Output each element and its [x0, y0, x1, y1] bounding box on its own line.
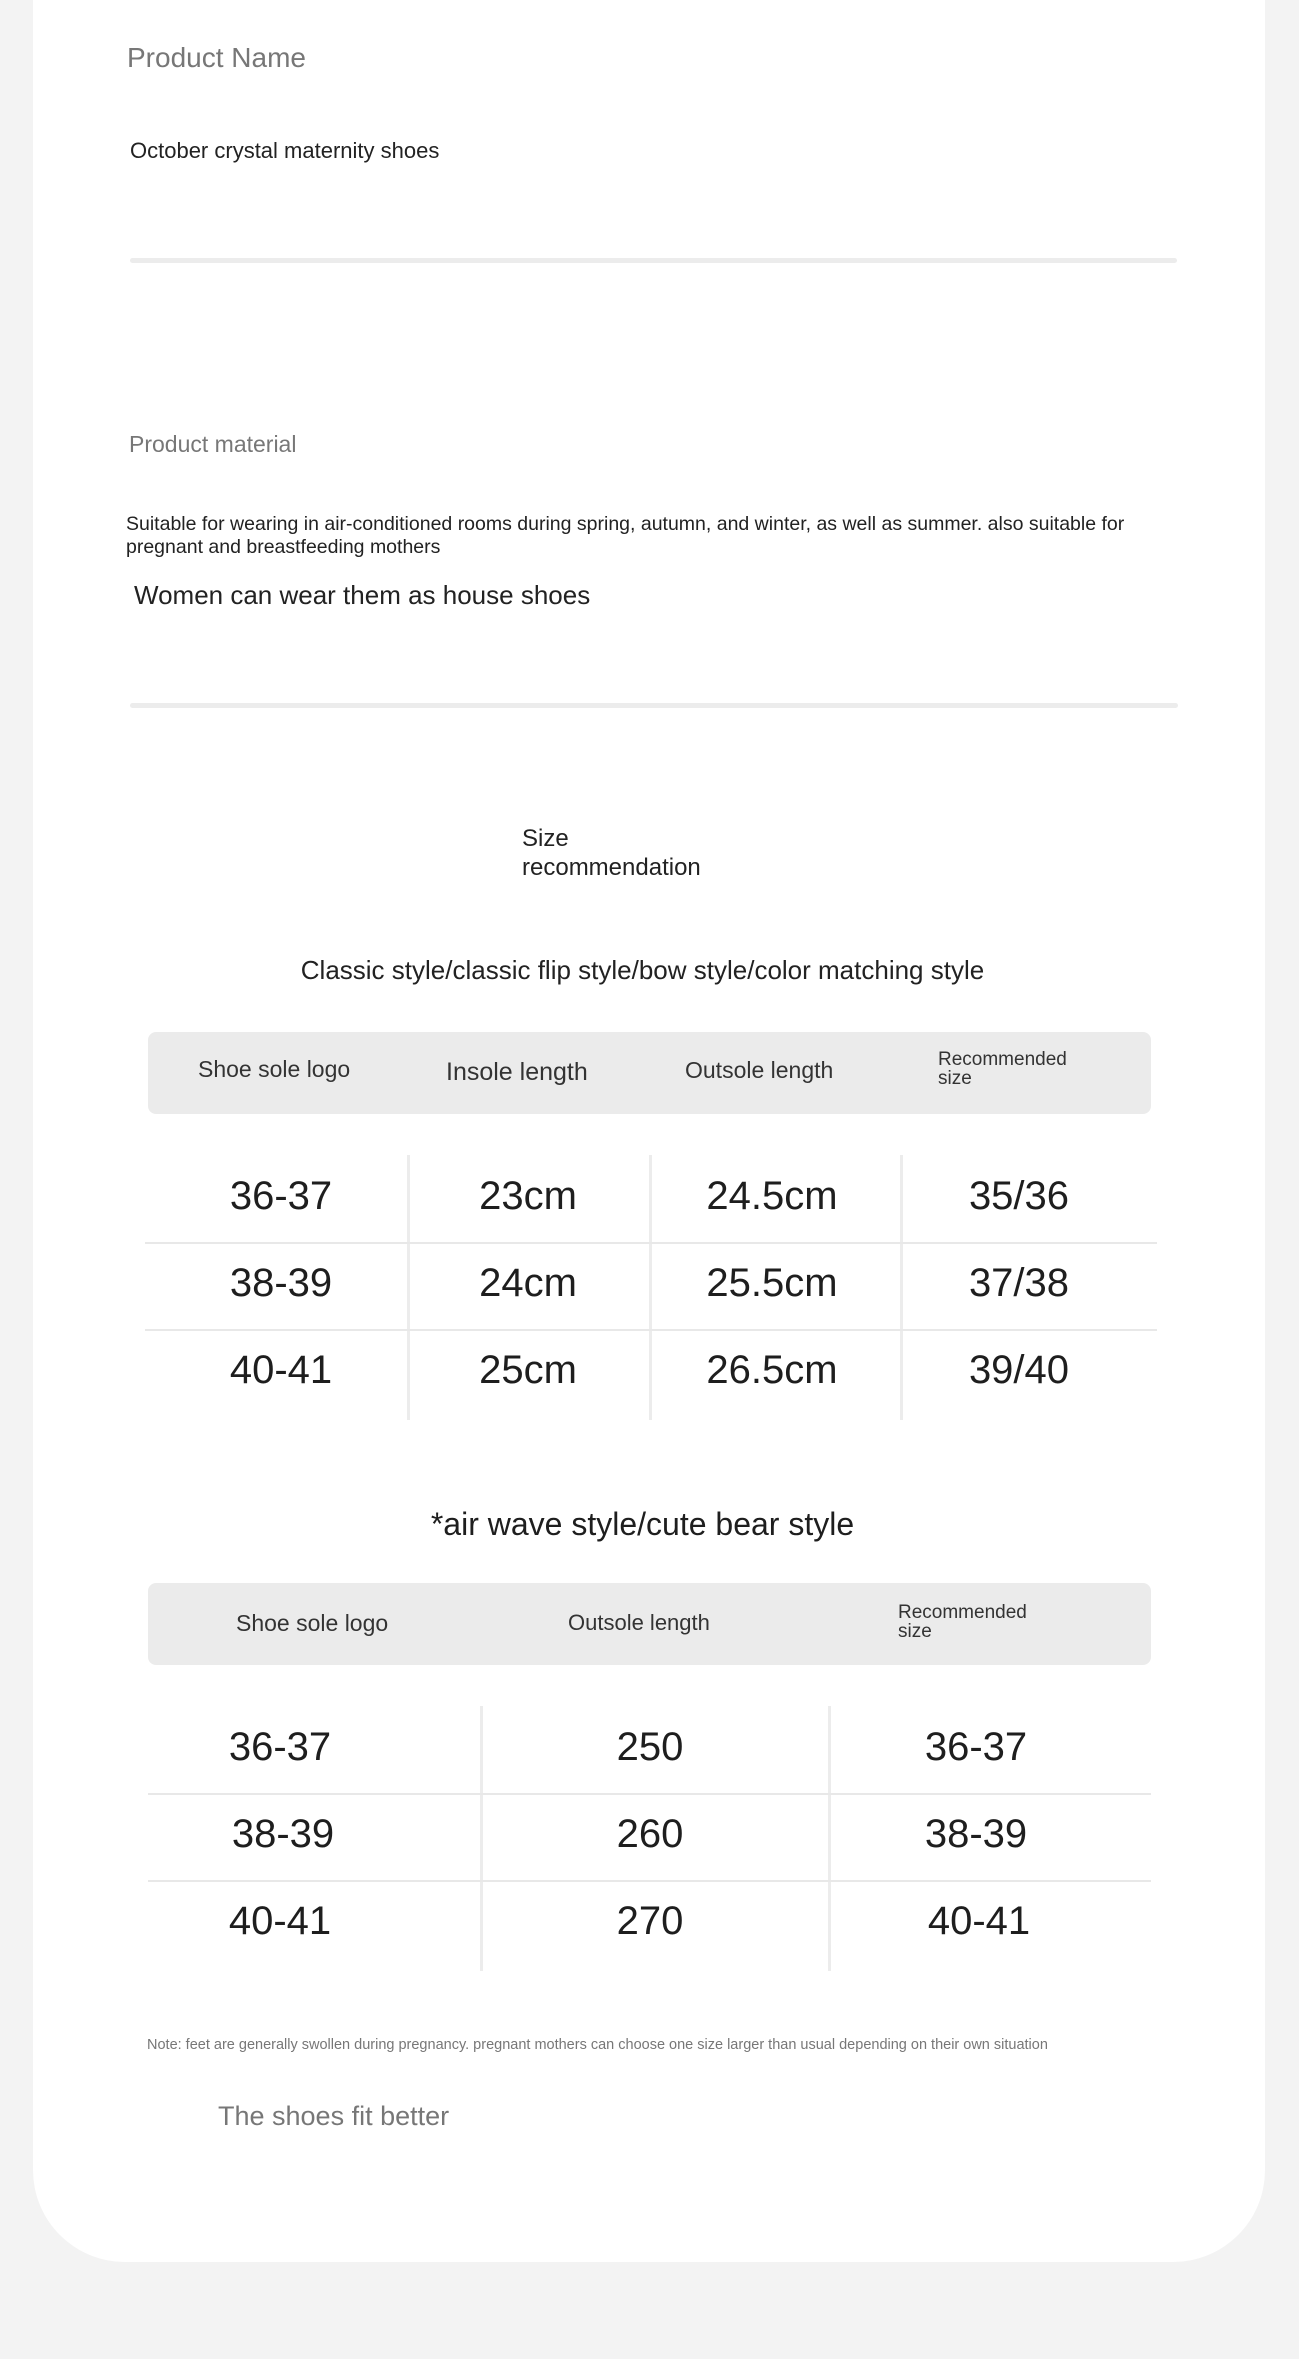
- table2-cell: 40-41: [927, 1899, 1031, 1943]
- table1-cell: 24.5cm: [706, 1174, 838, 1218]
- table2-title: *air wave style/cute bear style: [430, 1506, 855, 1542]
- table2-row-divider: [148, 1880, 1151, 1882]
- divider: [130, 703, 1178, 708]
- product-material-label: Product material: [129, 431, 297, 457]
- table1-header: [148, 1032, 1151, 1114]
- table1-cell: 38-39: [229, 1261, 333, 1305]
- table1-cell: 36-37: [229, 1174, 333, 1218]
- table1-header-insole-length: Insole length: [446, 1058, 588, 1086]
- table1-cell: 35/36: [968, 1174, 1070, 1218]
- size-recommendation-title: [522, 824, 701, 882]
- size-title-line1: Size: [522, 825, 569, 852]
- table2-cell: 270: [616, 1899, 684, 1943]
- pregnancy-note: Note: feet are generally swollen during pregnancy. pregnant mothers can choose one size larger than usual depending on their own situation: [147, 2037, 1048, 2053]
- product-material-description: Suitable for wearing in air-conditioned rooms during spring, autumn, and winter, as well as summer. also suitable for pregnant and breastfeeding mothers: [126, 513, 1125, 558]
- table2-row-divider: [148, 1793, 1151, 1795]
- table1-cell: 25cm: [479, 1348, 577, 1392]
- table1-header-sole-logo: Shoe sole logo: [198, 1056, 351, 1082]
- table2-header-outsole-length: Outsole length: [568, 1610, 710, 1635]
- table2-cell: 260: [616, 1812, 684, 1856]
- table2-header-recommended-size: Recommended size: [898, 1602, 1027, 1642]
- fit-tagline: The shoes fit better: [218, 2101, 450, 2131]
- table1-row-divider: [145, 1242, 1157, 1244]
- table1-cell: 24cm: [479, 1261, 577, 1305]
- product-name-label: Product Name: [127, 42, 306, 73]
- table2-cell: 38-39: [231, 1812, 335, 1856]
- table2-header: [148, 1583, 1151, 1665]
- table2-cell: 38-39: [924, 1812, 1028, 1856]
- table1-header-recommended-size: Recommended size: [938, 1049, 1067, 1089]
- table1-cell: 23cm: [479, 1174, 577, 1218]
- table2-header-sole-logo: Shoe sole logo: [236, 1610, 389, 1636]
- table1-cell: 25.5cm: [706, 1261, 838, 1305]
- table1-title: Classic style/classic flip style/bow style/color matching style: [300, 955, 985, 985]
- table1-cell: 37/38: [968, 1261, 1070, 1305]
- table2-col-divider: [828, 1706, 831, 1971]
- product-material-note: Women can wear them as house shoes: [134, 580, 591, 610]
- table2-cell: 40-41: [228, 1899, 332, 1943]
- table1-row-divider: [145, 1329, 1157, 1331]
- table2-cell: 36-37: [924, 1725, 1028, 1769]
- size-title-line2: recommendation: [522, 854, 701, 881]
- table2-cell: 36-37: [228, 1725, 332, 1769]
- table1-cell: 40-41: [229, 1348, 333, 1392]
- table1-cell: 39/40: [968, 1348, 1070, 1392]
- table2-col-divider: [480, 1706, 483, 1971]
- table1-cell: 26.5cm: [706, 1348, 838, 1392]
- table2-cell: 250: [616, 1725, 684, 1769]
- divider: [130, 258, 1177, 263]
- product-name-value: October crystal maternity shoes: [130, 138, 440, 163]
- table1-header-outsole-length: Outsole length: [685, 1057, 834, 1083]
